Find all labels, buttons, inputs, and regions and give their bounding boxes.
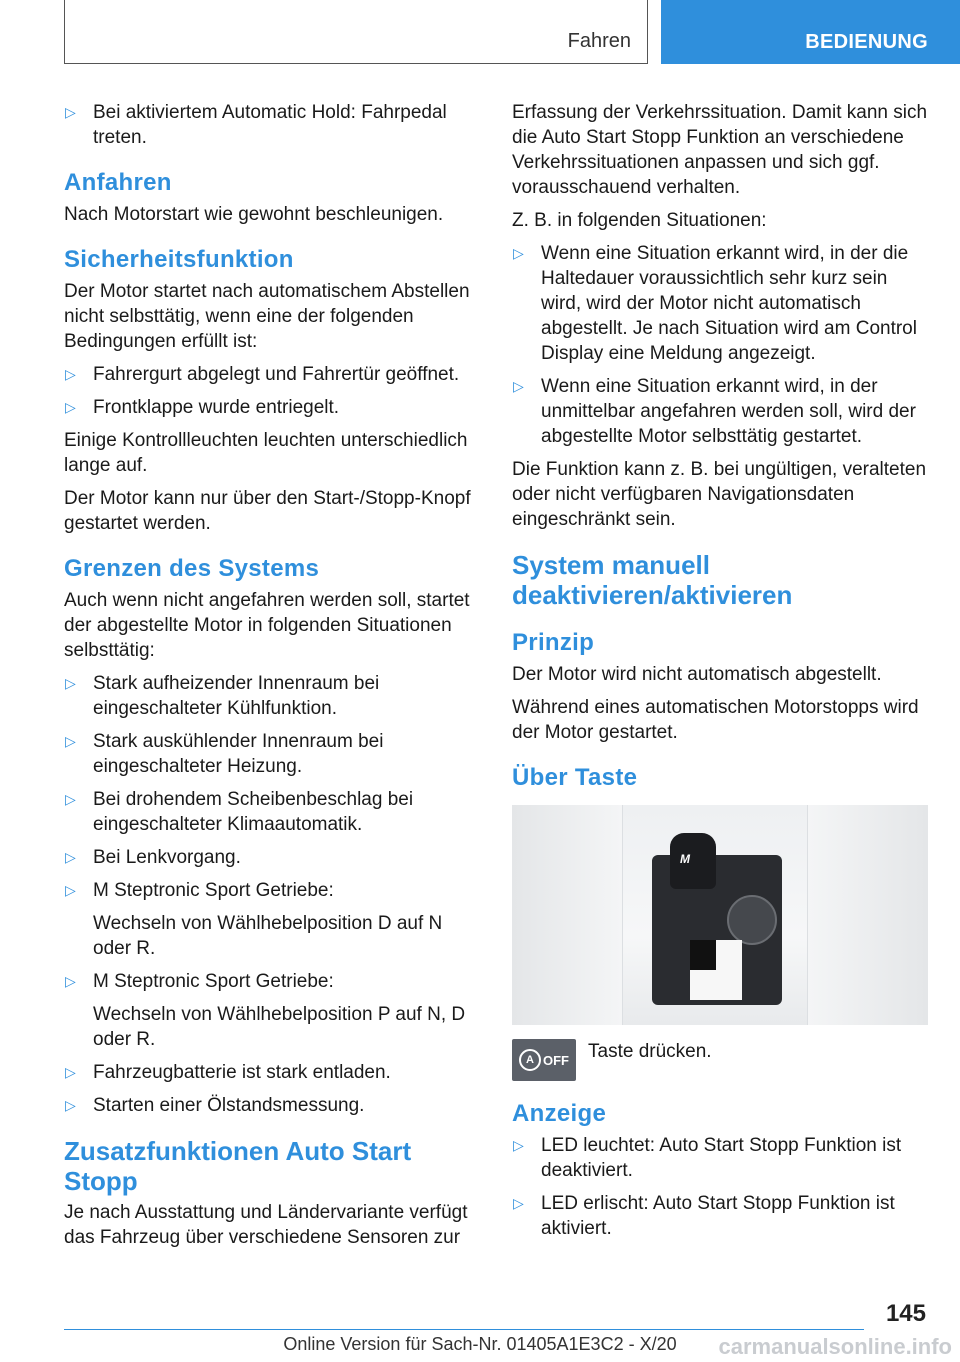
bullet-triangle-icon: ▷ [65, 104, 76, 120]
list-item: ▷ Stark aufheizender Innenraum bei eingeschalteter Kühlfunktion. [65, 673, 380, 719]
list-item: ▷ Bei drohendem Scheibenbeschlag bei eingeschalteter Klimaautomatik. [65, 789, 414, 835]
bullet-triangle-icon: ▷ [65, 882, 76, 898]
header-section-box [64, 0, 648, 64]
paragraph: Der Motor startet nach automatischem Abstellen nicht selbsttätig, wenn eine der folgenden Bedingungen erfüllt ist: [64, 281, 470, 352]
gear-selector-logo: M [680, 852, 690, 866]
bullet-triangle-icon: ▷ [65, 1097, 76, 1113]
button-panel-dark [690, 940, 716, 970]
list-item: ▷ Starten einer Ölstandsmessung. [65, 1095, 365, 1116]
bullet-triangle-icon: ▷ [513, 245, 524, 261]
header-chapter-tab[interactable]: BEDIENUNG [661, 0, 960, 64]
seat-right [807, 805, 928, 1025]
section-heading-prinzip: Prinzip [512, 629, 595, 656]
section-heading-system-manuell: System manuell deaktivieren/aktivieren [512, 550, 793, 610]
button-instruction-row [512, 1039, 928, 1081]
paragraph: Je nach Ausstattung und Ländervariante verfügt das Fahrzeug über verschiedene Sensoren zur [64, 1202, 468, 1248]
paragraph: Einige Kontrollleuchten leuchten unterschiedlich lange auf. [64, 430, 468, 476]
controller-knob [727, 895, 777, 945]
bullet-triangle-icon: ▷ [65, 733, 76, 749]
list-item: ▷ Fahrzeugbatterie ist stark entladen. [65, 1062, 391, 1083]
section-heading-sicherheitsfunktion: Sicherheitsfunktion [64, 246, 294, 273]
bullet-triangle-icon: ▷ [65, 399, 76, 415]
list-item: ▷ Bei Lenkvorgang. [65, 847, 241, 868]
list-item: ▷ LED erlischt: Auto Start Stopp Funktion ist aktiviert. [513, 1193, 895, 1239]
bullet-triangle-icon: ▷ [65, 366, 76, 382]
list-item: ▷ Stark auskühlender Innenraum bei eingeschalteter Heizung. [65, 731, 384, 777]
auto-start-stop-off-text: OFF [543, 1052, 569, 1068]
gear-selector-lever [670, 833, 716, 889]
left-column [64, 100, 478, 1258]
list-item: ▷ Wenn eine Situation erkannt wird, in der unmittelbar angefahren werden soll, wird der abgestellte Motor selbsttätig gestartet. [513, 376, 916, 447]
bullet-triangle-icon: ▷ [65, 849, 76, 865]
section-heading-anfahren: Anfahren [64, 169, 172, 196]
bullet-triangle-icon: ▷ [65, 1064, 76, 1080]
list-item: ▷ Frontklappe wurde entriegelt. [65, 397, 340, 418]
list-item: ▷ Wenn eine Situation erkannt wird, in der die Haltedauer voraussichtlich sehr kurz sein wird, wird der Motor nicht automatisch abgestellt. Je nach Situation wird am Control Display eine Meldung angezeigt. [513, 243, 917, 364]
bullet-triangle-icon: ▷ [65, 973, 76, 989]
watermark: carmanualsonline.info [718, 1334, 952, 1359]
bullet-triangle-icon: ▷ [513, 1137, 524, 1153]
paragraph: Z. B. in folgenden Situationen: [512, 210, 767, 231]
list-item-detail: Wechseln von Wählhebelposition D auf N oder R. [93, 913, 443, 959]
list-item-detail: Wechseln von Wählhebelposition P auf N, D oder R. [93, 1004, 466, 1050]
list-item: ▷ Bei aktiviertem Automatic Hold: Fahrpedal treten. [65, 102, 447, 148]
footer-divider [64, 1329, 864, 1330]
list-item: ▷ Fahrergurt abgelegt und Fahrertür geöffnet. [65, 364, 460, 385]
paragraph: Nach Motorstart wie gewohnt beschleunigen. [64, 204, 444, 225]
paragraph: Der Motor kann nur über den Start-/Stopp-Knopf gestartet werden. [64, 488, 471, 534]
section-heading-anzeige: Anzeige [512, 1100, 607, 1127]
paragraph: Die Funktion kann z. B. bei ungültigen, veralteten oder nicht verfügbaren Navigationsdaten eingeschränkt sein. [512, 459, 927, 530]
auto-start-stop-off-icon [512, 1039, 576, 1081]
button-instruction-text: Taste drücken. [588, 1041, 712, 1062]
paragraph: Auch wenn nicht angefahren werden soll, startet der abgestellte Motor in folgenden Situationen selbsttätig: [64, 590, 470, 661]
center-console-photo [512, 805, 928, 1025]
bullet-triangle-icon: ▷ [65, 791, 76, 807]
section-heading-ueber-taste: Über Taste [512, 764, 638, 791]
list-item: ▷ M Steptronic Sport Getriebe: [65, 971, 334, 992]
page-number: 145 [885, 1300, 926, 1327]
bullet-triangle-icon: ▷ [513, 378, 524, 394]
footer-online-version: Online Version für Sach-Nr. 01405A1E3C2 - X/20 [283, 1334, 677, 1354]
bullet-triangle-icon: ▷ [513, 1195, 524, 1211]
paragraph: Während eines automatischen Motorstopps wird der Motor gestartet. [512, 697, 919, 743]
list-item: ▷ LED leuchtet: Auto Start Stopp Funktion ist deaktiviert. [513, 1135, 902, 1181]
section-heading-zusatzfunktionen: Zusatzfunktionen Auto Start Stopp [64, 1136, 412, 1196]
auto-start-stop-a-symbol: A [519, 1049, 541, 1071]
right-column [512, 100, 928, 1249]
paragraph: Erfassung der Verkehrssituation. Damit kann sich die Auto Start Stopp Funktion an verschiedene Verkehrssituationen anpassen und sich ggf. vorausschauend verhalten. [512, 102, 928, 198]
bullet-triangle-icon: ▷ [65, 675, 76, 691]
seat-left [512, 805, 623, 1025]
list-item: ▷ M Steptronic Sport Getriebe: [65, 880, 334, 901]
paragraph: Der Motor wird nicht automatisch abgestellt. [512, 664, 882, 685]
section-heading-grenzen: Grenzen des Systems [64, 555, 320, 582]
header-section-title: Fahren [567, 30, 631, 52]
